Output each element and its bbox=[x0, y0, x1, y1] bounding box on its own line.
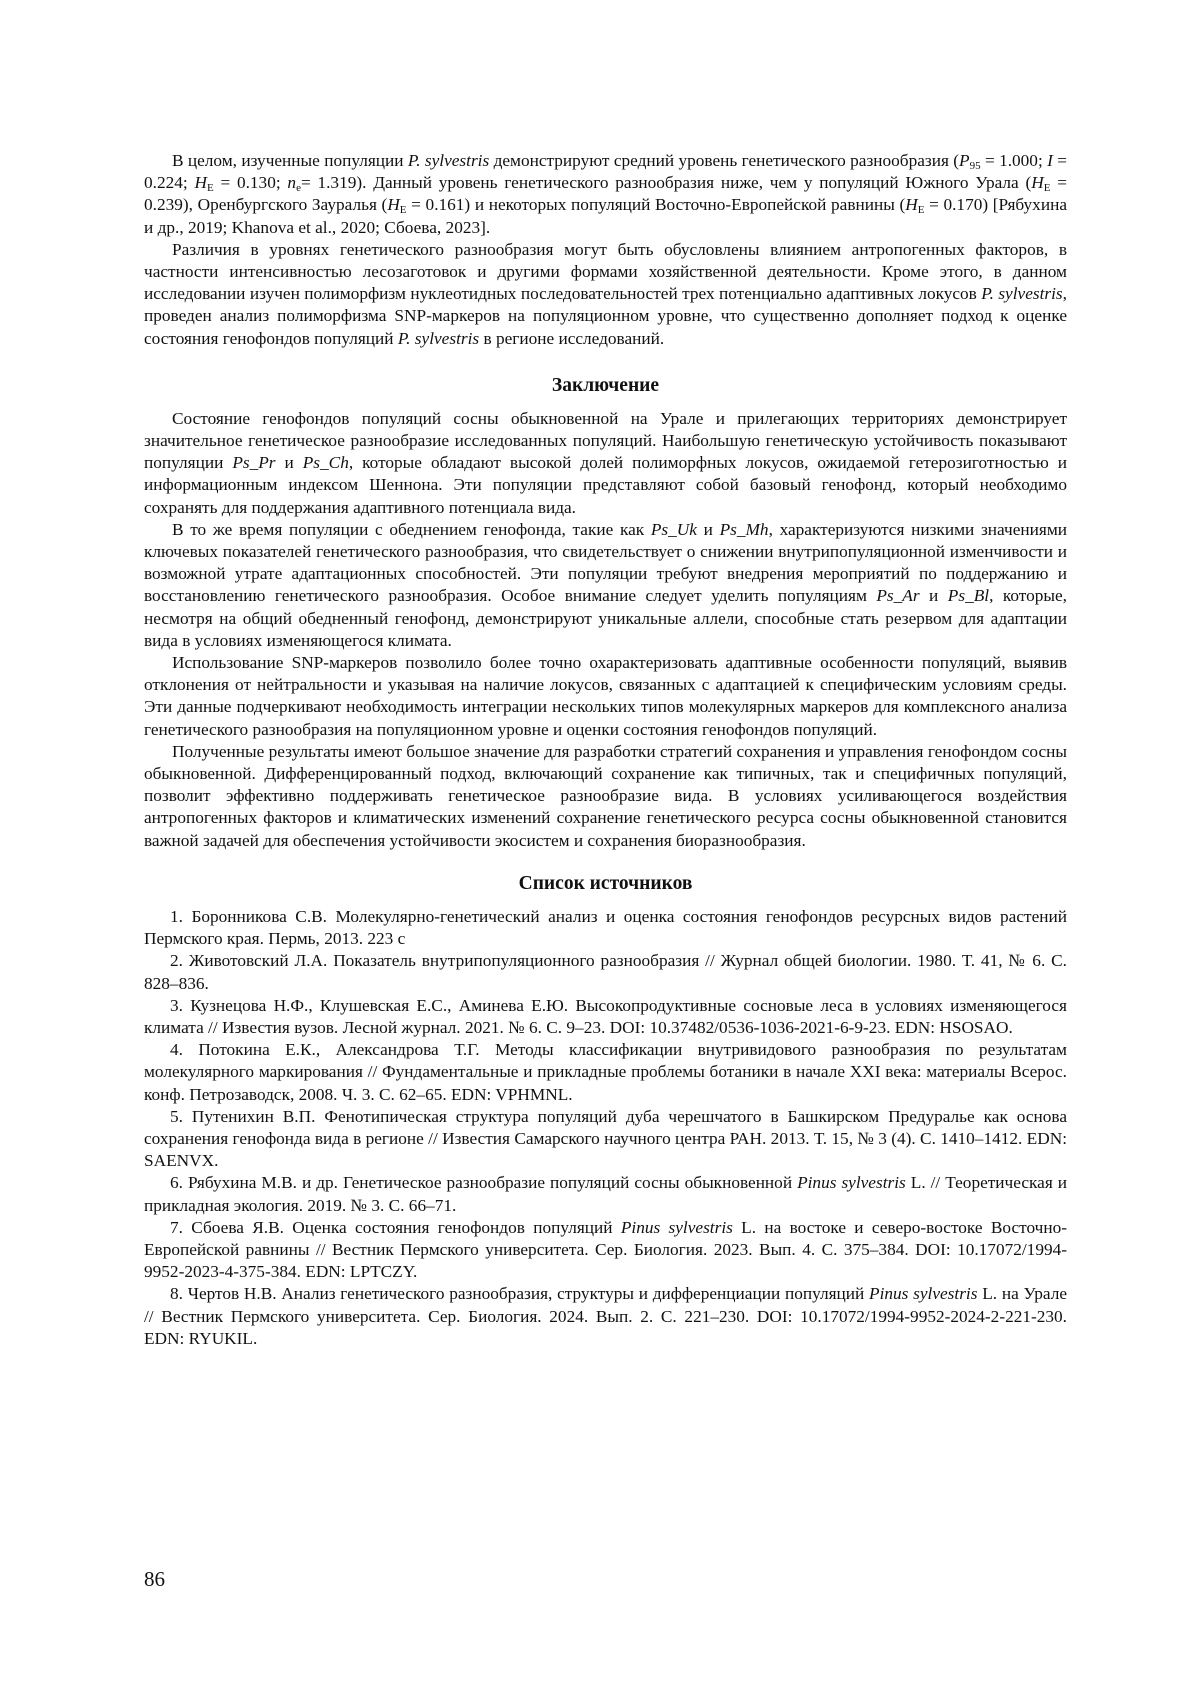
reference-item bbox=[144, 1217, 1067, 1284]
symbol-h: H bbox=[905, 195, 917, 214]
reference-item: 2. Животовский Л.А. Показатель внутрипопуляционного разнообразия // Журнал общей биологии. 1980. Т. 41, № 6. С. 828–836. bbox=[144, 950, 1067, 994]
text-run: в регионе исследований. bbox=[479, 329, 664, 348]
reference-list bbox=[144, 906, 1067, 1350]
text-run: 7. Сбоева Я.В. Оценка состояния генофондов популяций bbox=[170, 1218, 621, 1237]
reference-item bbox=[144, 1283, 1067, 1350]
text-run: 8. Чертов Н.В. Анализ генетического разнообразия, структуры и дифференциации популяций bbox=[170, 1284, 869, 1303]
text-run: = 0.224; bbox=[144, 151, 1067, 192]
text-run: = 0.130; bbox=[214, 173, 288, 192]
text-run: , характеризуются низкими значениями ключевых показателей генетического разнообразия, что свидетельствует о снижении внутрипопуляционной изменчивости и возможной утрате адаптационных способностей. Эти популяции требуют внедрения мероприятий по поддержанию и восстановлению генетического разнообразия. Особое внимание следует уделить популяциям bbox=[144, 520, 1067, 606]
reference-item: 1. Боронникова С.В. Молекулярно-генетический анализ и оценка состояния генофондов ресурсных видов растений Пермского края. Пермь, 2013. 223 с bbox=[144, 906, 1067, 950]
subscript: E bbox=[207, 182, 214, 194]
references-heading: Список источников bbox=[144, 872, 1067, 896]
species-name: P. sylvestris bbox=[398, 329, 479, 348]
symbol-n: n bbox=[287, 173, 296, 192]
subscript: E bbox=[400, 204, 407, 216]
subscript: E bbox=[918, 204, 925, 216]
population-code: Ps_Uk bbox=[651, 520, 697, 539]
page-body bbox=[144, 150, 1067, 1350]
conclusion-heading: Заключение bbox=[144, 374, 1067, 398]
subscript: 95 bbox=[970, 160, 981, 172]
page-number: 86 bbox=[144, 1567, 165, 1592]
text-run: Состояние генофондов популяций сосны обыкновенной на Урале и прилегающих территориях демонстрирует значительное генетическое разнообразие исследованных популяций. Наибольшую генетическую устойчивость показывают популяции bbox=[144, 409, 1067, 472]
text-run: = 1.319). Данный уровень генетического разнообразия ниже, чем у популяций Южного Урала ( bbox=[301, 173, 1031, 192]
population-code: Ps_Bl bbox=[948, 586, 989, 605]
reference-item: 4. Потокина Е.К., Александрова Т.Г. Методы классификации внутривидового разнообразия по результатам молекулярного маркирования // Фундаментальные и прикладные проблемы ботаники в начале XXI века: материалы Всерос. конф. Петрозаводск, 2008. Ч. 3. С. 62–65. EDN: VPHMNL. bbox=[144, 1039, 1067, 1106]
text-run: = 0.170) [Рябухина и др., 2019; Khanova et al., 2020; Сбоева, 2023]. bbox=[144, 195, 1067, 236]
text-run: В целом, изученные популяции bbox=[172, 151, 408, 170]
symbol-h: H bbox=[1031, 173, 1043, 192]
text-run: демонстрируют средний уровень генетического разнообразия ( bbox=[489, 151, 959, 170]
conclusion-paragraph-1 bbox=[144, 408, 1067, 519]
text-run: , проведен анализ полиморфизма SNP-маркеров на популяционном уровне, что существенно дополняет подход к оценке состояния генофондов популяций bbox=[144, 284, 1067, 347]
population-code: Ps_Ar bbox=[876, 586, 919, 605]
discussion-paragraph-1 bbox=[144, 150, 1067, 239]
symbol-h: H bbox=[194, 173, 206, 192]
text-run: В то же время популяции с обеднением генофонда, такие как bbox=[172, 520, 651, 539]
species-name: P. sylvestris bbox=[981, 284, 1062, 303]
subscript: E bbox=[1044, 182, 1051, 194]
subscript: e bbox=[296, 182, 301, 194]
text-run: Различия в уровнях генетического разнообразия могут быть обусловлены влиянием антропогенных факторов, в частности интенсивностью лесозаготовок и другими формами хозяйственной деятельности. Кроме этого, в данном исследовании изучен полиморфизм нуклеотидных последовательностей трех потенциально адаптивных локусов bbox=[144, 240, 1067, 303]
reference-item: 5. Путенихин В.П. Фенотипическая структура популяций дуба черешчатого в Башкирском Предуралье как основа сохранения генофонда вида в регионе // Известия Самарского научного центра РАН. 2013. Т. 15, № 3 (4). С. 1410–1412. EDN: SAENVX. bbox=[144, 1106, 1067, 1173]
text-run: , которые обладают высокой долей полиморфных локусов, ожидаемой гетерозиготностью и информационным индексом Шеннона. Эти популяции представляют собой базовый генофонд, который необходимо сохранять для поддержания адаптивного потенциала вида. bbox=[144, 453, 1067, 516]
population-code: Ps_Ch bbox=[303, 453, 349, 472]
text-run: = 0.239), Оренбургского Зауралья ( bbox=[144, 173, 1067, 214]
conclusion-paragraph-3: Использование SNP-маркеров позволило более точно охарактеризовать адаптивные особенности популяций, выявив отклонения от нейтральности и указывая на наличие локусов, связанных с адаптацией к специфическим условиям среды. Эти данные подчеркивают необходимость интеграции нескольких типов молекулярных маркеров для комплексного анализа генетического разнообразия на популяционном уровне и оценки состояния генофондов популяций. bbox=[144, 652, 1067, 741]
conclusion-paragraph-4: Полученные результаты имеют большое значение для разработки стратегий сохранения и управления генофондом сосны обыкновенной. Дифференцированный подход, включающий сохранение как типичных, так и специфичных популяций, позволит эффективно поддерживать генетическое разнообразие вида. В условиях усиливающегося воздействия антропогенных факторов и климатических изменений сохранение генетического ресурса сосны обыкновенной становится важной задачей для обеспечения устойчивости экосистем и сохранения биоразнообразия. bbox=[144, 741, 1067, 852]
text-run: 6. Рябухина М.В. и др. Генетическое разнообразие популяций сосны обыкновенной bbox=[170, 1173, 797, 1192]
text-run: и bbox=[276, 453, 303, 472]
text-run: L. на востоке и северо-востоке Восточно-Европейской равнины // Вестник Пермского университета. Сер. Биология. 2023. Вып. 4. С. 375–384. DOI: 10.17072/1994-9952-2023-4-375-384. EDN: LPTCZY. bbox=[144, 1218, 1067, 1281]
population-code: Ps_Mh bbox=[720, 520, 769, 539]
symbol-i: I bbox=[1047, 151, 1053, 170]
symbol-p: P bbox=[959, 151, 970, 170]
discussion-paragraph-2 bbox=[144, 239, 1067, 350]
population-code: Ps_Pr bbox=[232, 453, 275, 472]
species-name: Pinus sylvestris bbox=[621, 1218, 733, 1237]
reference-item bbox=[144, 1172, 1067, 1216]
text-run: = 1.000; bbox=[981, 151, 1048, 170]
species-name: Pinus sylvestris bbox=[869, 1284, 977, 1303]
text-run: L. // Теоретическая и прикладная экология. 2019. № 3. С. 66–71. bbox=[144, 1173, 1067, 1214]
symbol-h: H bbox=[387, 195, 399, 214]
species-name: Pinus sylvestris bbox=[797, 1173, 906, 1192]
species-name: P. sylvestris bbox=[408, 151, 489, 170]
text-run: L. на Урале // Вестник Пермского университета. Сер. Биология. 2024. Вып. 2. С. 221–230. DOI: 10.17072/1994-9952-2024-2-221-230. EDN: RYUKIL. bbox=[144, 1284, 1067, 1347]
text-run: = 0.161) и некоторых популяций Восточно-Европейской равнины ( bbox=[407, 195, 906, 214]
conclusion-paragraph-2 bbox=[144, 519, 1067, 652]
text-run: и bbox=[697, 520, 720, 539]
reference-item: 3. Кузнецова Н.Ф., Клушевская Е.С., Аминева Е.Ю. Высокопродуктивные сосновые леса в условиях изменяющегося климата // Известия вузов. Лесной журнал. 2021. № 6. С. 9–23. DOI: 10.37482/0536-1036-2021-6-9-23. EDN: HSOSAO. bbox=[144, 995, 1067, 1039]
text-run: , которые, несмотря на общий обедненный генофонд, демонстрируют уникальные аллели, способные стать резервом для адаптации вида в условиях изменяющегося климата. bbox=[144, 586, 1067, 649]
text-run: и bbox=[920, 586, 948, 605]
